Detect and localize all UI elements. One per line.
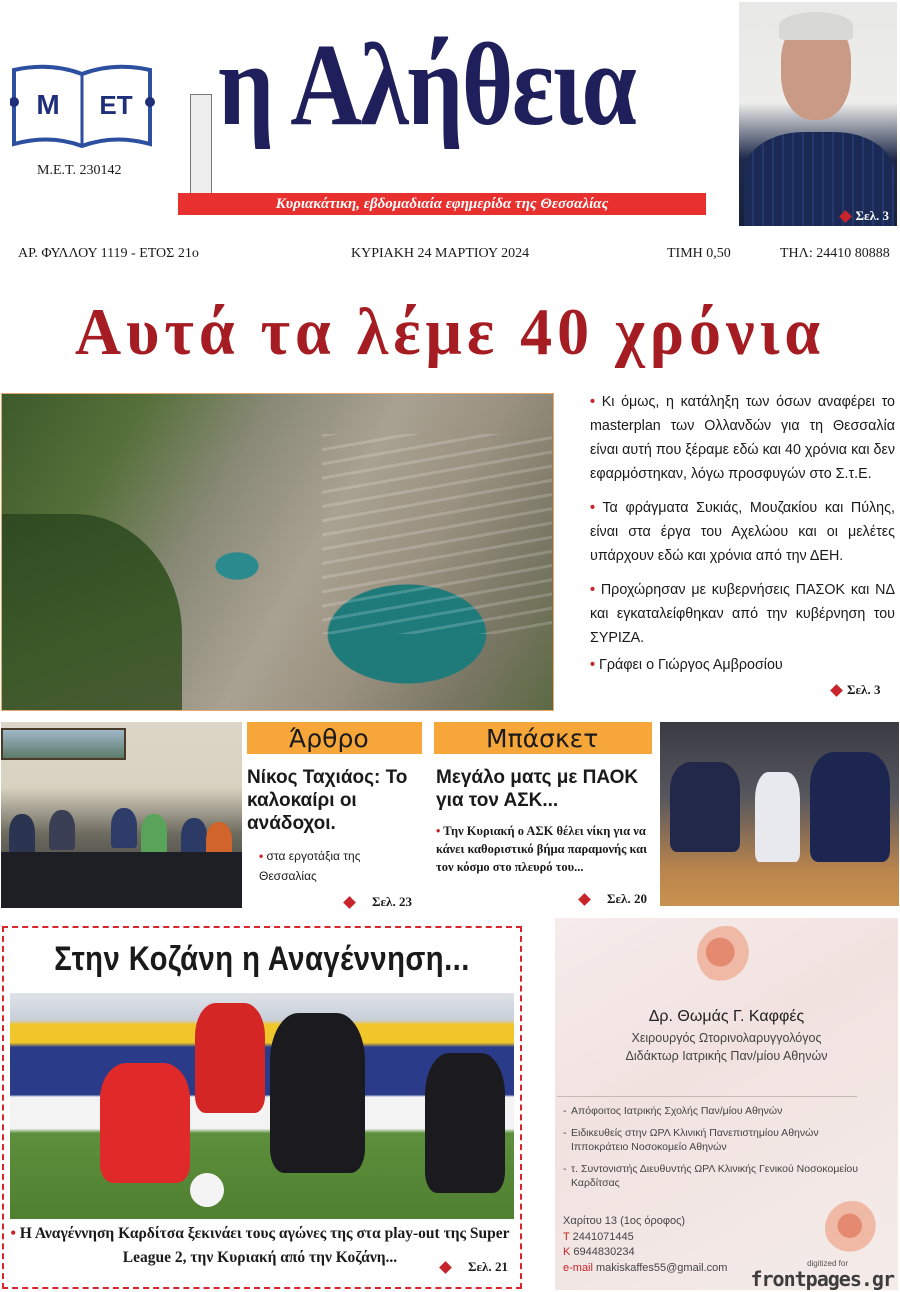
diamond-icon [343,896,356,909]
basket-page-ref[interactable]: Σελ. 20 [580,891,647,907]
issue-number: ΑΡ. ΦΥΛΛΟΥ 1119 - ΕΤΟΣ 21ο [18,246,199,261]
kozani-page-ref[interactable]: Σελ. 21 [441,1259,508,1275]
kozani-caption: • Η Αναγέννηση Καρδίτσα ξεκινάει τους αγώνες της στα play-out της Super League 2, την Κυριακή από την Κοζάνη... [10,1225,510,1266]
price: ΤΙΜΗ 0,50 [667,246,731,261]
diamond-icon [439,1261,452,1274]
football-photo[interactable] [10,993,514,1219]
divider [557,1096,857,1097]
main-page-ref[interactable]: Σελ. 3 [832,682,880,698]
main-headline[interactable]: Αυτά τα λέμε 40 χρόνια [74,294,826,369]
bullet-item: • Προχώρησαν με κυβερνήσεις ΠΑΣΟΚ και ΝΔ και εγκαταλείφθηκαν από την κυβέρνηση του ΣΥΡΙΖΑ. [590,582,895,646]
tab-arthro[interactable]: Άρθρο [247,722,422,754]
main-story-bullets [590,390,895,660]
masthead-title: η Αλήθεια [218,19,636,150]
author-photo[interactable] [739,2,897,226]
football-icon [190,1173,224,1207]
kozani-title[interactable]: Στην Κοζάνη η Αναγέννηση... [54,940,470,978]
doctor-ad[interactable] [555,918,898,1290]
ad-contact [563,1214,727,1276]
masthead-subtitle: Κυριακάτικη, εβδομαδιαία εφημερίδα της Θεσσαλίας [178,193,706,215]
ad-credentials [563,1104,863,1198]
watermark-caption: digitized for [807,1259,848,1268]
met-logo-right: ΕΤ [99,90,133,120]
arthro-desc: • στα εργοτάξια της Θεσσαλίας [259,849,361,883]
arthro-title[interactable]: Νίκος Ταχιάος: Το καλοκαίρι οι ανάδοχοι. [247,767,408,834]
diamond-icon [839,210,852,223]
ear-logo-icon [697,926,755,984]
basketball-photo[interactable] [660,722,899,906]
meeting-photo[interactable] [1,722,242,908]
credential-item: - Ειδικευθείς στην ΩΡΛ Κλινική Πανεπιστημίου Αθηνών Ιπποκράτειο Νοσοκομείο Αθηνών [563,1126,863,1155]
dam-aerial-photo[interactable] [1,393,554,711]
ad-phone: Τ 2441071445 [563,1230,634,1243]
ad-address: Χαρίτου 13 (1ος όροφος) [563,1215,686,1227]
ad-specialty: Χειρουργός Ωτορινολαρυγγολόγος [631,1031,822,1045]
ad-mobile: Κ 6944830234 [563,1246,635,1258]
basket-title[interactable]: Μεγάλο ματς με ΠΑΟΚ για τον ΑΣΚ... [436,767,639,811]
ad-degree: Διδάκτωρ Ιατρικής Παν/μίου Αθηνών [625,1049,828,1063]
bullet-item: • Τα φράγματα Συκιάς, Μουζακίου και Πύλης, είναι στα έργα του Αχελώου και οι μελέτες υπάρχουν εδώ και χρόνια από την ΔΕΗ. [590,500,895,564]
arthro-page-ref[interactable]: Σελ. 23 [345,894,412,910]
photo-page-ref: Σελ. 3 [841,208,889,224]
basket-desc: • Την Κυριακή ο ΑΣΚ θέλει νίκη για να κάνει καθοριστικό βήμα παραμονής και τον κόσμο στο πλευρό του... [436,824,647,874]
diamond-icon [578,893,591,906]
crest-icon [190,94,212,194]
phone: ΤΗΛ: 24410 80888 [780,246,890,261]
bullet-item: • Κι όμως, η κατάληξη των όσων αναφέρει το masterplan των Ολλανδών για τη Θεσσαλία είναι αυτή που ξέραμε εδώ και 40 χρόνια και δεν εφαρμόστηκαν, λόγω προσφυγών στο Σ.τ.Ε. [590,394,895,482]
book-icon [10,62,155,152]
met-code: Μ.Ε.Τ. 230142 [37,163,122,178]
diamond-icon [830,684,843,697]
ad-doctor-name: Δρ. Θωμάς Γ. Καφφές [648,1008,805,1025]
tab-basket[interactable]: Μπάσκετ [434,722,652,754]
credential-item: - τ. Συντονιστής Διευθυντής ΩΡΛ Κλινικής Γενικού Νοσοκομείου Καρδίτσας [563,1162,863,1191]
watermark[interactable]: frontpages.gr [750,1267,894,1291]
byline: • Γράφει ο Γιώργος Αμβροσίου [590,657,783,673]
ear-logo-icon [825,1201,880,1256]
ad-email: e-mail makiskaffes55@gmail.com [563,1261,728,1274]
credential-item: - Απόφοιτος Ιατρικής Σχολής Παν/μίου Αθηνών [563,1104,863,1119]
issue-date: ΚΥΡΙΑΚΗ 24 ΜΑΡΤΙΟΥ 2024 [351,246,530,261]
masthead [178,16,733,214]
met-logo-left: Μ [36,89,60,120]
met-logo [10,62,155,152]
